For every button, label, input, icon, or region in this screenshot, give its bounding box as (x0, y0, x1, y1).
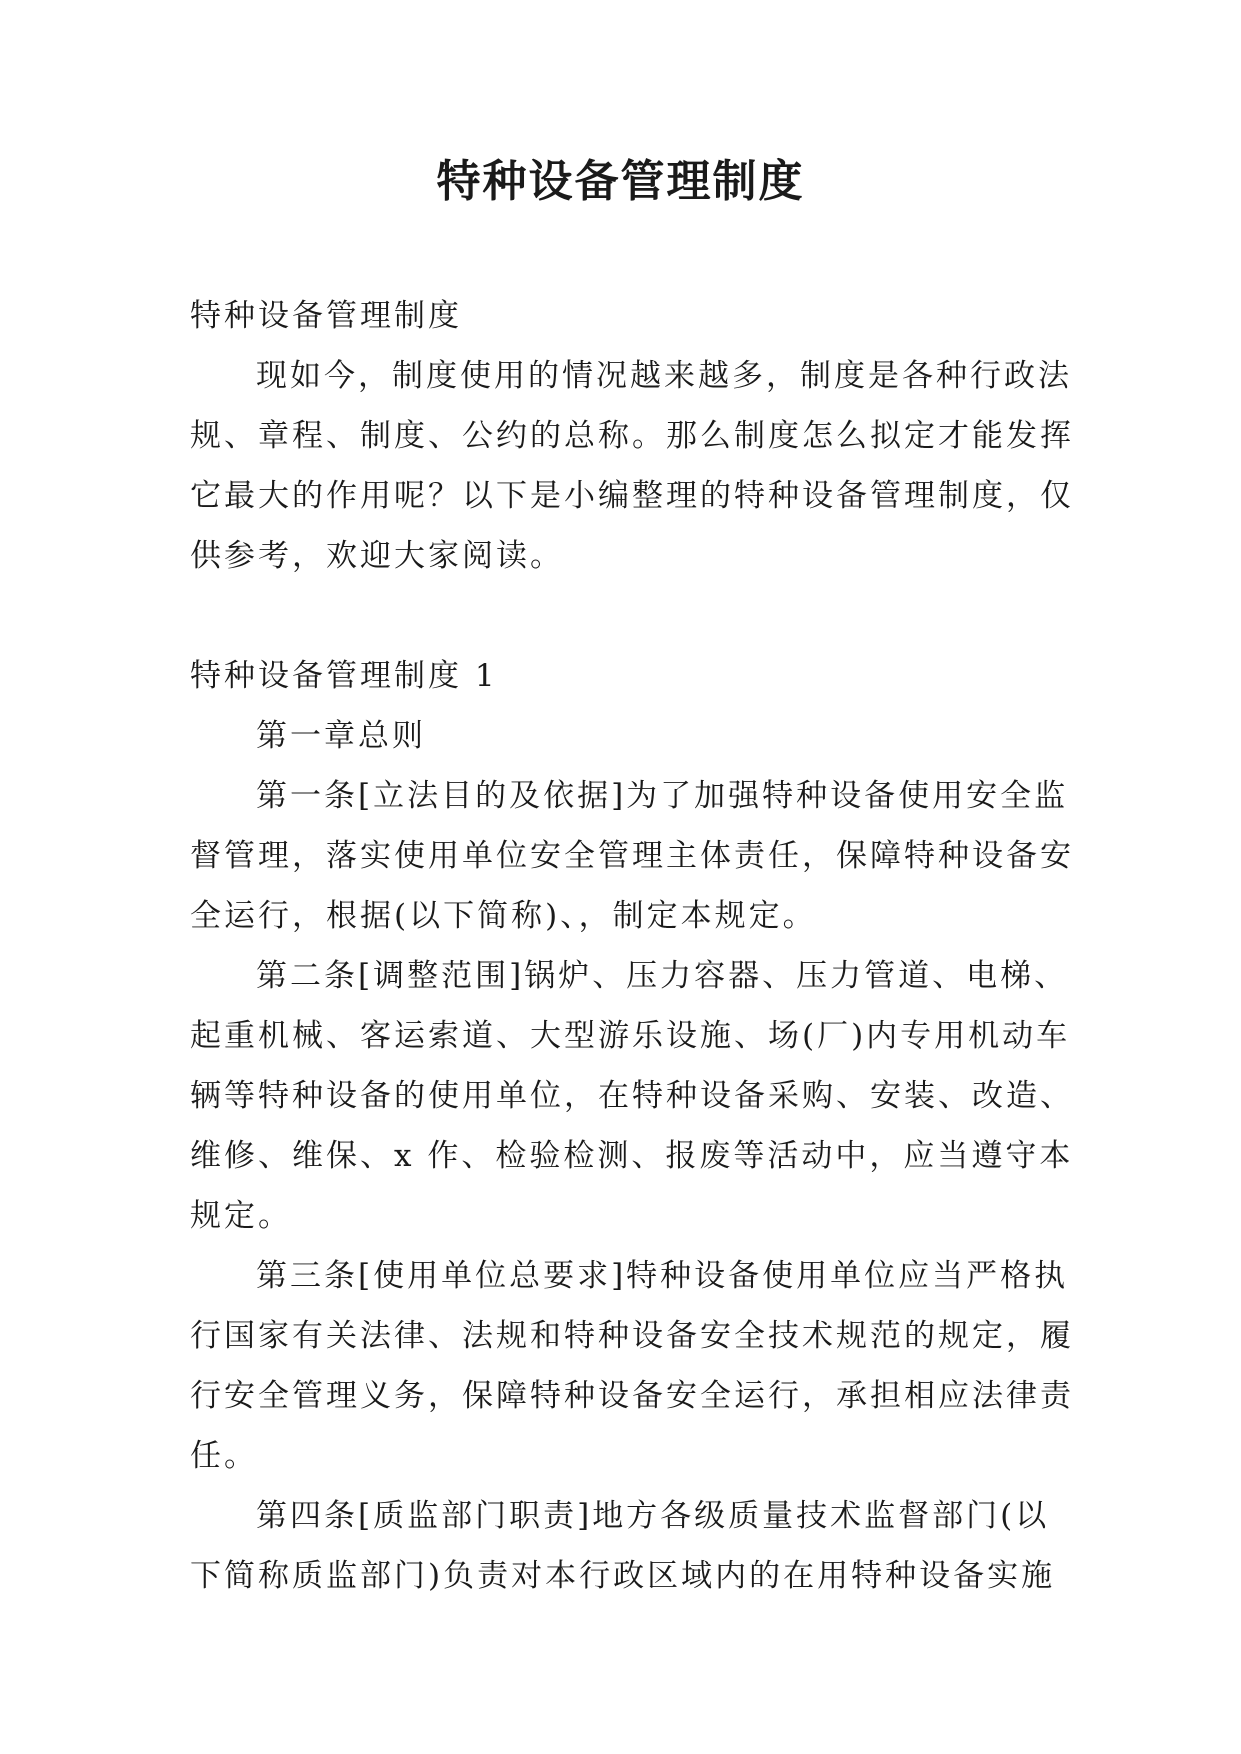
article-3 (190, 1246, 1074, 1486)
paragraph-line: 全运行，根据(以下简称)、，制定本规定。 (190, 898, 817, 934)
paragraph-line: 第一条[立法目的及依据]为了加强特种设备使用安全监 (256, 778, 1069, 814)
paragraph-spacer (190, 586, 1070, 646)
article-1 (190, 766, 1074, 946)
section-heading: 特种设备管理制度 1 (190, 658, 498, 694)
paragraph-line: 它最大的作用呢？以下是小编整理的特种设备管理制度，仅 (190, 478, 1074, 514)
paragraph-line: 第四条[质监部门职责]地方各级质量技术监督部门(以 (256, 1498, 1050, 1534)
paragraph-line: 维修、维保、x 作、检验检测、报废等活动中，应当遵守本 (190, 1138, 1074, 1174)
paragraph-line: 起重机械、客运索道、大型游乐设施、场(厂)内专用机动车 (190, 1018, 1071, 1054)
paragraph-line: 现如今，制度使用的情况越来越多，制度是各种行政法 (256, 358, 1072, 394)
document-subtitle: 特种设备管理制度 (190, 298, 462, 334)
paragraph-line: 行安全管理义务，保障特种设备安全运行，承担相应法律责 (190, 1378, 1074, 1414)
paragraph-line: 任。 (190, 1438, 258, 1474)
paragraph-line: 督管理，落实使用单位安全管理主体责任，保障特种设备安 (190, 838, 1074, 874)
paragraph-line: 下简称质监部门)负责对本行政区域内的在用特种设备实施 (190, 1558, 1056, 1594)
chapter-heading: 第一章总则 (256, 718, 426, 754)
article-2 (190, 946, 1074, 1246)
paragraph-line: 供参考，欢迎大家阅读。 (190, 538, 564, 574)
article-4 (190, 1486, 1070, 1606)
document-body (190, 286, 1074, 1606)
paragraph-line: 辆等特种设备的使用单位，在特种设备采购、安装、改造、 (190, 1078, 1074, 1114)
paragraph-line: 规定。 (190, 1198, 292, 1234)
intro-paragraph (190, 346, 1074, 586)
document-title: 特种设备管理制度 (436, 156, 805, 207)
paragraph-line: 第三条[使用单位总要求]特种设备使用单位应当严格执 (256, 1258, 1069, 1294)
paragraph-line: 行国家有关法律、法规和特种设备安全技术规范的规定，履 (190, 1318, 1074, 1354)
paragraph-line: 规、章程、制度、公约的总称。那么制度怎么拟定才能发挥 (190, 418, 1074, 454)
paragraph-line: 第二条[调整范围]锅炉、压力容器、压力管道、电梯、 (256, 958, 1069, 994)
